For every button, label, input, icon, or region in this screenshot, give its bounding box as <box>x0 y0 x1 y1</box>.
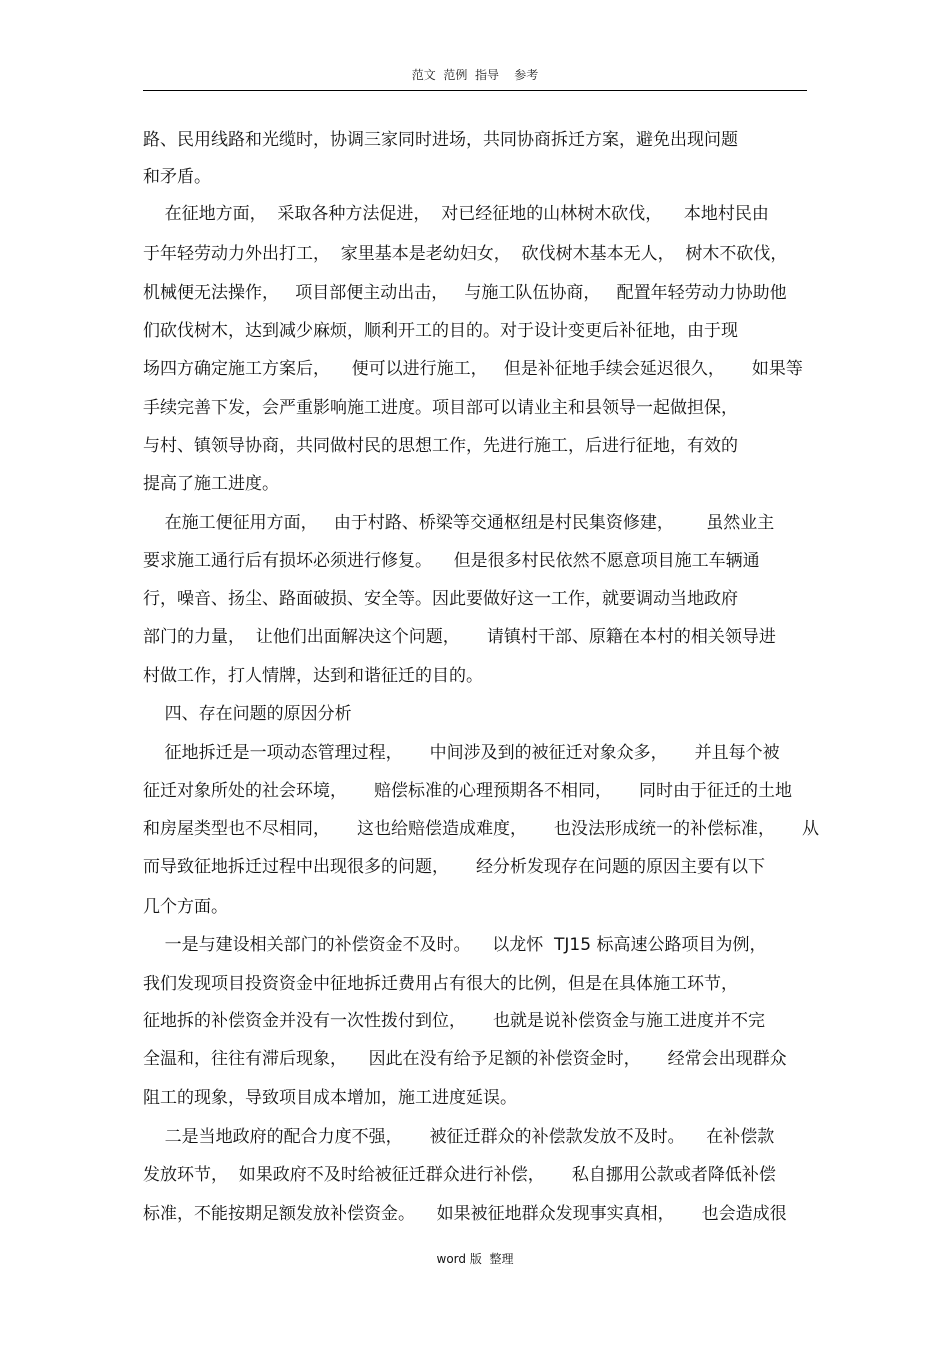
text-line: 手续完善下发，会严重影响施工进度。项目部可以请业主和县领导一起做担保， <box>143 398 738 418</box>
text-line: 标准，不能按期足额发放补偿资金。 如果被征地群众发现事实真相， 也会造成很 <box>143 1204 787 1224</box>
page-header: 范文 范例 指导 参考 <box>411 68 539 82</box>
text-line: 二是当地政府的配合力度不强， 被征迁群众的补偿款发放不及时。 在补偿款 <box>143 1127 775 1147</box>
text-line: 和矛盾。 <box>143 167 211 187</box>
page-footer: word 版 整理 <box>436 1252 514 1266</box>
text-line: 几个方面。 <box>143 897 228 917</box>
text-line: 们砍伐树木，达到减少麻烦，顺利开工的目的。对于设计变更后补征地，由于现 <box>143 321 738 341</box>
text-line: 发放环节， 如果政府不及时给被征迁群众进行补偿， 私自挪用公款或者降低补偿 <box>143 1165 776 1185</box>
text-line: 部门的力量， 让他们出面解决这个问题， 请镇村干部、原籍在本村的相关领导进 <box>143 627 776 647</box>
text-line: 村做工作，打人情牌，达到和谐征迁的目的。 <box>143 666 483 686</box>
text-line: 四、存在问题的原因分析 <box>143 704 352 724</box>
text-line: 与村、镇领导协商，共同做村民的思想工作，先进行施工，后进行征地，有效的 <box>143 436 738 456</box>
text-line: 提高了施工进度。 <box>143 474 279 494</box>
text-line: 征迁对象所处的社会环境， 赔偿标准的心理预期各不相同， 同时由于征迁的土地 <box>143 781 793 801</box>
text-line: 和房屋类型也不尽相同， 这也给赔偿造成难度， 也没法形成统一的补偿标准， 从 <box>143 819 820 839</box>
text-line: 一是与建设相关部门的补偿资金不及时。 以龙怀 TJ15 标高速公路项目为例， <box>143 935 767 955</box>
text-line: 在征地方面， 采取各种方法促进， 对已经征地的山林树木砍伐， 本地村民由 <box>143 204 769 224</box>
text-line: 全温和，往往有滞后现象， 因此在没有给予足额的补偿资金时， 经常会出现群众 <box>143 1049 787 1069</box>
text-line: 在施工便征用方面， 由于村路、桥梁等交通枢纽是村民集资修建， 虽然业主 <box>143 513 775 533</box>
text-line: 机械便无法操作， 项目部便主动出击， 与施工队伍协商， 配置年轻劳动力协助他 <box>143 283 787 303</box>
text-line: 征地拆的补偿资金并没有一次性拨付到位， 也就是说补偿资金与施工进度并不完 <box>143 1011 766 1031</box>
text-line: 而导致征地拆迁过程中出现很多的问题， 经分析发现存在问题的原因主要有以下 <box>143 857 766 877</box>
text-line: 行，噪音、扬尘、路面破损、安全等。因此要做好这一工作，就要调动当地政府 <box>143 589 738 609</box>
text-line: 路、民用线路和光缆时，协调三家同时进场，共同协商拆迁方案，避免出现问题 <box>143 130 738 150</box>
text-line: 征地拆迁是一项动态管理过程， 中间涉及到的被征迁对象众多， 并且每个被 <box>143 743 780 763</box>
text-line: 阻工的现象，导致项目成本增加，施工进度延误。 <box>143 1088 517 1108</box>
text-line: 于年轻劳动力外出打工， 家里基本是老幼妇女， 砍伐树木基本无人， 树木不砍伐， <box>143 244 788 264</box>
text-line: 场四方确定施工方案后， 便可以进行施工， 但是补征地手续会延迟很久， 如果等 <box>143 359 803 379</box>
text-line: 我们发现项目投资资金中征地拆迁费用占有很大的比例，但是在具体施工环节， <box>143 974 738 994</box>
header-rule <box>143 90 807 91</box>
text-line: 要求施工通行后有损坏必须进行修复。 但是很多村民依然不愿意项目施工车辆通 <box>143 551 760 571</box>
